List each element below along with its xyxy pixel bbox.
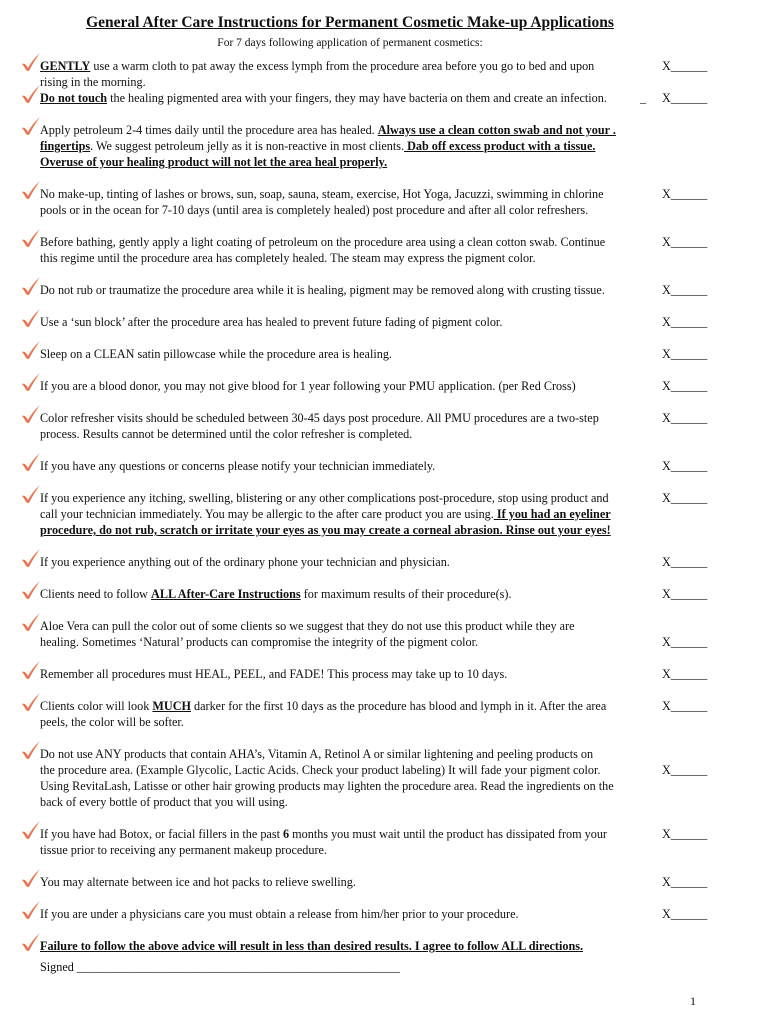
initial-field[interactable]: X______ bbox=[662, 667, 708, 681]
text-run: Dab off excess product with a tissue. bbox=[404, 139, 596, 153]
instruction-line bbox=[40, 794, 640, 810]
instruction-line bbox=[40, 586, 640, 602]
instruction-text bbox=[40, 746, 640, 810]
text-run: MUCH bbox=[152, 699, 191, 713]
checkmark-icon bbox=[20, 451, 42, 473]
initial-field[interactable]: X______ bbox=[662, 699, 708, 713]
text-run: use a warm cloth to pat away the excess lymph from the procedure area before you go to bed and upon bbox=[90, 59, 595, 73]
checkmark-icon bbox=[20, 579, 42, 601]
text-run: Aloe Vera can pull the color out of some clients so we suggest that they do not use this product while they are bbox=[40, 619, 575, 633]
dash-mark: _ bbox=[640, 91, 647, 105]
instruction-text bbox=[40, 378, 640, 394]
instruction-text bbox=[40, 698, 640, 730]
initial-field[interactable]: X______ bbox=[662, 347, 708, 361]
checkmark-icon bbox=[20, 547, 42, 569]
signature-line[interactable] bbox=[40, 960, 400, 975]
text-run: If you experience any itching, swelling, blistering or any other complications post-procedure, stop using product and bbox=[40, 491, 609, 505]
instruction-line bbox=[40, 554, 640, 570]
initial-field[interactable]: X______ bbox=[662, 875, 708, 889]
instruction-line bbox=[40, 410, 640, 426]
text-run: If you are under a physicians care you must obtain a release from him/her prior to your procedure. bbox=[40, 907, 519, 921]
text-run: Failure to follow the above advice will result in less than desired results. I agree to follow ALL directions. bbox=[40, 939, 584, 953]
instruction-line bbox=[40, 378, 640, 394]
instruction-text bbox=[40, 906, 640, 922]
instruction-line bbox=[40, 698, 640, 714]
instruction-line bbox=[40, 346, 640, 362]
checkmark-icon bbox=[20, 307, 42, 329]
instruction-text bbox=[40, 346, 640, 362]
instruction-line bbox=[40, 634, 640, 650]
initial-field[interactable]: X______ bbox=[662, 379, 708, 393]
checkmark-icon bbox=[20, 371, 42, 393]
instruction-line bbox=[40, 426, 640, 442]
checkmark-icon bbox=[20, 275, 42, 297]
checkmark-icon bbox=[20, 611, 42, 633]
text-run: back of every bottle of product that you will using. bbox=[40, 795, 288, 809]
text-run: the healing pigmented area with your fingers, they may have bacteria on them and create an infection. bbox=[107, 91, 607, 105]
text-run: Do not touch bbox=[40, 91, 108, 105]
page-title: General After Care Instructions for Permanent Cosmetic Make-up Applications bbox=[86, 14, 614, 31]
checkmark-icon bbox=[20, 691, 42, 713]
text-run: Do not use ANY products that contain AHA’s, Vitamin A, Retinol A or similar lightening and peeling products on bbox=[40, 747, 594, 761]
instruction-line bbox=[40, 618, 640, 634]
instruction-line bbox=[40, 234, 640, 250]
checkmark-icon bbox=[20, 403, 42, 425]
text-run: for maximum results of their procedure(s). bbox=[300, 587, 512, 601]
text-run: If you are a blood donor, you may not give blood for 1 year following your PMU application. (per Red Cross) bbox=[40, 379, 576, 393]
checkmark-icon bbox=[20, 659, 42, 681]
instruction-line bbox=[40, 490, 640, 506]
text-run: this regime until the procedure area has completely healed. The steam may express the pigment color. bbox=[40, 251, 536, 265]
initial-field[interactable]: X______ bbox=[662, 763, 708, 777]
instruction-line bbox=[40, 714, 640, 730]
text-run: rising in the morning. bbox=[40, 75, 146, 89]
instruction-line bbox=[40, 138, 640, 154]
checkmark-icon bbox=[20, 83, 42, 105]
text-run: If you have had Botox, or facial fillers in the past bbox=[40, 827, 284, 841]
text-run: pools or in the ocean for 7-10 days (until area is completely healed) post procedure and after all color refreshers. bbox=[40, 203, 589, 217]
checkmark-icon bbox=[20, 739, 42, 761]
text-run: Remember all procedures must HEAL, PEEL, and FADE! This process may take up to 10 days. bbox=[40, 667, 508, 681]
text-run: Before bathing, gently apply a light coating of petroleum on the procedure area using a clean cotton swab. Continue bbox=[40, 235, 606, 249]
text-run: Clients color will look bbox=[40, 699, 153, 713]
instruction-line bbox=[40, 154, 640, 170]
text-run: Clients need to follow bbox=[40, 587, 152, 601]
signature-blank[interactable]: _____________________________________________________ bbox=[76, 960, 400, 974]
text-run: Color refresher visits should be scheduled between 30-45 days post procedure. All PMU procedures are a two-step bbox=[40, 411, 599, 425]
text-run: Overuse of your healing product will not let the area heal properly. bbox=[40, 155, 388, 169]
checkmark-icon bbox=[20, 819, 42, 841]
text-run: months you must wait until the product has dissipated from your bbox=[289, 827, 607, 841]
initial-field[interactable]: X______ bbox=[662, 411, 708, 425]
checkmark-icon bbox=[20, 867, 42, 889]
instruction-line bbox=[40, 938, 640, 954]
instruction-line bbox=[40, 90, 640, 106]
text-run: You may alternate between ice and hot packs to relieve swelling. bbox=[40, 875, 356, 889]
instruction-text bbox=[40, 122, 640, 170]
text-run: GENTLY bbox=[40, 59, 91, 73]
instruction-text bbox=[40, 410, 640, 442]
instruction-line bbox=[40, 778, 640, 794]
text-run: the procedure area. (Example Glycolic, Lactic Acids. Check your product labeling) It will fade your pigment color. bbox=[40, 763, 601, 777]
text-run: darker for the first 10 days as the procedure has blood and lymph in it. After the area bbox=[190, 699, 607, 713]
instruction-text bbox=[40, 874, 640, 890]
instruction-text bbox=[40, 234, 640, 266]
initial-field[interactable]: X______ bbox=[662, 827, 708, 841]
text-run: If you have any questions or concerns please notify your technician immediately. bbox=[40, 459, 436, 473]
instruction-line bbox=[40, 74, 640, 90]
instruction-text bbox=[40, 314, 640, 330]
instruction-text bbox=[40, 58, 640, 90]
instruction-text bbox=[40, 458, 640, 474]
instruction-line bbox=[40, 842, 640, 858]
initial-field[interactable]: X______ bbox=[662, 59, 708, 73]
instruction-line bbox=[40, 522, 640, 538]
text-run: Apply petroleum 2-4 times daily until the procedure area has healed. bbox=[40, 123, 378, 137]
initial-field[interactable]: X______ bbox=[662, 635, 708, 649]
instruction-line bbox=[40, 506, 640, 522]
instruction-text bbox=[40, 490, 640, 538]
instruction-line bbox=[40, 122, 640, 138]
instruction-line bbox=[40, 666, 640, 682]
instruction-text bbox=[40, 282, 640, 298]
instruction-line bbox=[40, 874, 640, 890]
checkmark-icon bbox=[20, 115, 42, 137]
page-number: 1 bbox=[690, 994, 696, 1008]
text-run: tissue prior to receiving any permanent makeup procedure. bbox=[40, 843, 327, 857]
text-run: ALL After-Care Instructions bbox=[151, 587, 301, 601]
instruction-line bbox=[40, 762, 640, 778]
initial-field[interactable]: X______ bbox=[662, 315, 708, 329]
text-run: process. Results cannot be determined until the color refresher is completed. bbox=[40, 427, 413, 441]
instruction-line bbox=[40, 314, 640, 330]
instruction-line bbox=[40, 826, 640, 842]
instruction-line bbox=[40, 282, 640, 298]
initial-field[interactable]: X______ bbox=[662, 907, 708, 921]
instruction-line bbox=[40, 906, 640, 922]
instruction-line bbox=[40, 250, 640, 266]
text-run: Sleep on a CLEAN satin pillowcase while the procedure area is healing. bbox=[40, 347, 392, 361]
text-run: procedure, do not rub, scratch or irritate your eyes as you may create a corneal abrasion. Rinse out your eyes! bbox=[40, 523, 611, 537]
checkmark-icon bbox=[20, 179, 42, 201]
instruction-line bbox=[40, 458, 640, 474]
instruction-line bbox=[40, 186, 640, 202]
text-run: If you experience anything out of the ordinary phone your technician and physician. bbox=[40, 555, 450, 569]
instruction-text bbox=[40, 938, 640, 954]
text-run: . We suggest petroleum jelly as it is non-reactive in most clients. bbox=[90, 139, 405, 153]
initial-field[interactable]: X______ bbox=[662, 491, 708, 505]
signed-label: Signed bbox=[40, 960, 74, 974]
text-run: Do not rub or traumatize the procedure area while it is healing, pigment may be removed along with crusting tissue. bbox=[40, 283, 605, 297]
instruction-text bbox=[40, 826, 640, 858]
instruction-text bbox=[40, 90, 640, 106]
initial-field[interactable]: X______ bbox=[662, 587, 708, 601]
instruction-text bbox=[40, 666, 640, 682]
page-subtitle: For 7 days following application of permanent cosmetics: bbox=[217, 37, 483, 49]
text-run: fingertips bbox=[40, 139, 91, 153]
instruction-text bbox=[40, 186, 640, 218]
checkmark-icon bbox=[20, 339, 42, 361]
text-run: 6 bbox=[283, 827, 290, 841]
text-run: Use a ‘sun block’ after the procedure area has healed to prevent future fading of pigment color. bbox=[40, 315, 503, 329]
instruction-text bbox=[40, 618, 640, 650]
initial-field[interactable]: X______ bbox=[662, 235, 708, 249]
text-run: call your technician immediately. You may be allergic to the after care product you are using. bbox=[40, 507, 494, 521]
text-run: healing. Sometimes ‘Natural’ products can compromise the integrity of the pigment color. bbox=[40, 635, 479, 649]
checkmark-icon bbox=[20, 483, 42, 505]
checkmark-icon bbox=[20, 899, 42, 921]
initial-field[interactable]: X______ bbox=[662, 459, 708, 473]
text-run: peels, the color will be softer. bbox=[40, 715, 184, 729]
instruction-text bbox=[40, 586, 640, 602]
text-run: Always use a clean cotton swab and not your . bbox=[377, 123, 616, 137]
initial-field[interactable]: X______ bbox=[662, 187, 708, 201]
text-run: Using RevitaLash, Latisse or other hair growing products may lighten the procedure area. Read the ingredients on the bbox=[40, 779, 614, 793]
text-run: If you had an eyeliner bbox=[493, 507, 611, 521]
initial-field[interactable]: X______ bbox=[662, 283, 708, 297]
instruction-line bbox=[40, 746, 640, 762]
initial-field[interactable]: X______ bbox=[662, 91, 708, 105]
checkmark-icon bbox=[20, 931, 42, 953]
instruction-text bbox=[40, 554, 640, 570]
instruction-line bbox=[40, 58, 640, 74]
initial-field[interactable]: X______ bbox=[662, 555, 708, 569]
checkmark-icon bbox=[20, 227, 42, 249]
text-run: No make-up, tinting of lashes or brows, sun, soap, sauna, steam, exercise, Hot Yoga, Jacuzzi, swimming in chlorine bbox=[40, 187, 604, 201]
instruction-line bbox=[40, 202, 640, 218]
checkmark-icon bbox=[20, 51, 42, 73]
